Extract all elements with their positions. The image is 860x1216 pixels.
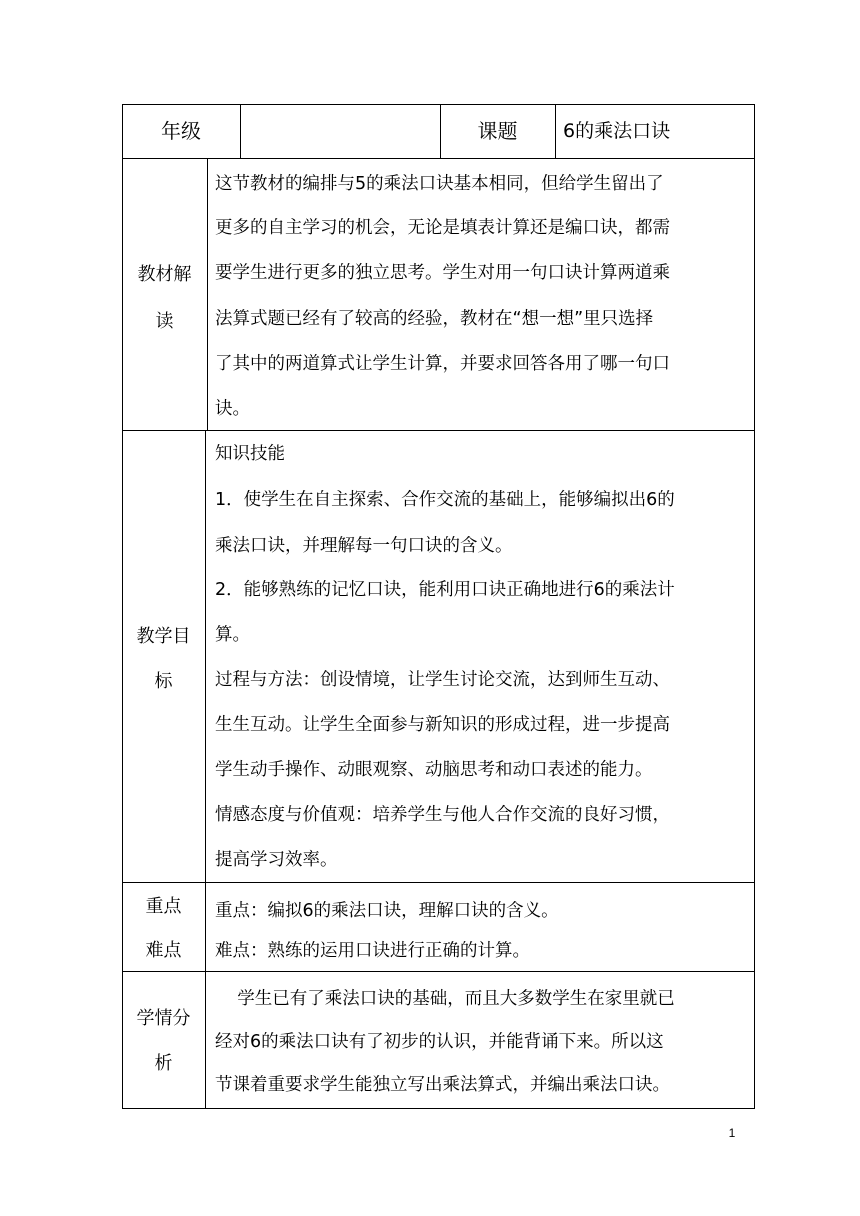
page-number: 1 [728, 1126, 736, 1140]
teaching-goals-line-8: 学生动手操作、动眼观察、动脑思考和动口表述的能力。 [215, 760, 653, 780]
header-divider-1 [240, 104, 241, 158]
teaching-goals-label-line-2: 标 [154, 671, 173, 692]
header-divider-3 [555, 104, 556, 158]
textbook-analysis-label-line-2: 读 [155, 311, 174, 332]
teaching-goals-line-6: 过程与方法：创设情境，让学生讨论交流，达到师生互动、 [215, 670, 670, 690]
textbook-analysis-line-3: 要学生进行更多的独立思考。学生对用一句口诀计算两道乘 [215, 263, 670, 283]
learner-analysis-label-line-2: 析 [154, 1053, 173, 1074]
table-border-right [754, 104, 755, 1109]
textbook-analysis-line-4: 法算式题已经有了较高的经验，教材在“想一想”里只选择 [215, 309, 654, 329]
teaching-goals-label-line-1: 教学目 [136, 626, 191, 647]
teaching-goals-line-9: 情感态度与价值观：培养学生与他人合作交流的良好习惯， [215, 805, 670, 825]
label-divider-b [205, 430, 206, 1109]
learner-analysis-line-2: 经对6的乘法口诀有了初步的认识，并能背诵下来。所以这 [215, 1032, 664, 1052]
teaching-goals-line-4: 2．能够熟练的记忆口诀，能利用口诀正确地进行6的乘法计 [215, 580, 675, 600]
teaching-goals-line-1: 知识技能 [215, 444, 285, 464]
textbook-analysis-label-line-1: 教材解 [137, 264, 192, 285]
key-points-label-line-1: 重点 [145, 896, 182, 917]
teaching-goals-line-2: 1．使学生在自主探索、合作交流的基础上，能够编拟出6的 [215, 490, 675, 510]
topic-value: 6的乘法口诀 [563, 120, 671, 142]
textbook-analysis-line-6: 诀。 [215, 399, 250, 419]
teaching-goals-line-5: 算。 [215, 625, 250, 645]
learner-analysis-line-3: 节课着重要求学生能独立写出乘法算式，并编出乘法口诀。 [215, 1075, 670, 1095]
teaching-goals-line-7: 生生互动。让学生全面参与新知识的形成过程，进一步提高 [215, 715, 670, 735]
key-points-label-line-2: 难点 [145, 940, 182, 961]
key-point-line: 重点：编拟6的乘法口诀，理解口诀的含义。 [215, 901, 559, 921]
teaching-goals-line-3: 乘法口诀，并理解每一句口诀的含义。 [215, 536, 513, 556]
table-border-row1 [122, 158, 755, 159]
teaching-goals-line-10: 提高学习效率。 [215, 850, 338, 870]
learner-analysis-label-line-1: 学情分 [136, 1008, 191, 1029]
table-border-top [122, 104, 755, 105]
label-divider-a [207, 158, 208, 430]
textbook-analysis-line-5: 了其中的两道算式让学生计算，并要求回答各用了哪一句口 [215, 354, 670, 374]
learner-analysis-line-1: 学生已有了乘法口诀的基础，而且大多数学生在家里就已 [215, 989, 675, 1009]
topic-label: 课题 [477, 119, 518, 143]
difficulty-line: 难点：熟练的运用口诀进行正确的计算。 [215, 941, 530, 961]
grade-label: 年级 [161, 119, 201, 143]
textbook-analysis-line-1: 这节教材的编排与5的乘法口诀基本相同，但给学生留出了 [215, 174, 664, 194]
textbook-analysis-line-2: 更多的自主学习的机会，无论是填表计算还是编口诀，都需 [215, 218, 670, 238]
